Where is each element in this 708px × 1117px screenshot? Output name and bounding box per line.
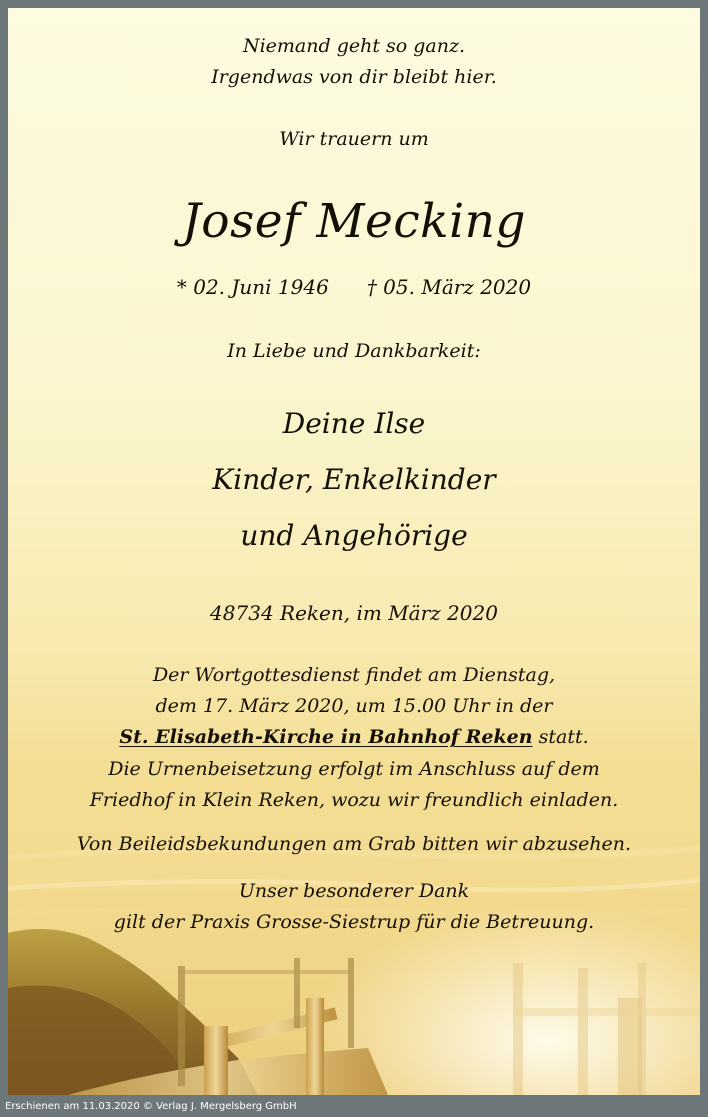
gratitude-line: In Liebe und Dankbarkeit: xyxy=(227,340,481,362)
poem-line-1: Niemand geht so ganz. xyxy=(242,35,466,57)
obituary-card xyxy=(8,8,700,1095)
obituary-text xyxy=(8,8,700,1095)
deceased-name: Josef Mecking xyxy=(181,194,527,249)
service-line-3 xyxy=(8,727,700,749)
thanks-line-2: gilt der Praxis Grosse-Siestrup für die Betreuung. xyxy=(113,911,595,933)
life-dates xyxy=(8,276,700,299)
place-date: 48734 Reken, im März 2020 xyxy=(210,601,498,625)
mourner-line-3: und Angehörige xyxy=(240,519,468,552)
poem-line-2: Irgendwas von dir bleibt hier. xyxy=(211,66,497,88)
service-line-1: Der Wortgottesdienst findet am Dienstag, xyxy=(152,664,556,686)
publication-footer: Erschienen am 11.03.2020 © Verlag J. Mergelsberg GmbH xyxy=(5,1101,297,1112)
birth-date: * 02. Juni 1946 xyxy=(176,275,329,299)
service-line-2: dem 17. März 2020, um 15.00 Uhr in der xyxy=(155,695,553,717)
mourning-intro: Wir trauern um xyxy=(279,128,429,150)
thanks-line-1: Unser besonderer Dank xyxy=(238,880,470,902)
death-date: † 05. März 2020 xyxy=(366,275,532,299)
condolence-note: Von Beileidsbekundungen am Grab bitten wir abzusehen. xyxy=(76,833,632,855)
service-line-5: Friedhof in Klein Reken, wozu wir freundlich einladen. xyxy=(89,789,619,811)
mourner-line-1: Deine Ilse xyxy=(282,407,426,440)
church-suffix: statt. xyxy=(532,726,589,748)
church-name: St. Elisabeth-Kirche in Bahnhof Reken xyxy=(119,726,533,748)
mourner-line-2: Kinder, Enkelkinder xyxy=(212,463,496,496)
service-line-4: Die Urnenbeisetzung erfolgt im Anschluss auf dem xyxy=(108,758,600,780)
